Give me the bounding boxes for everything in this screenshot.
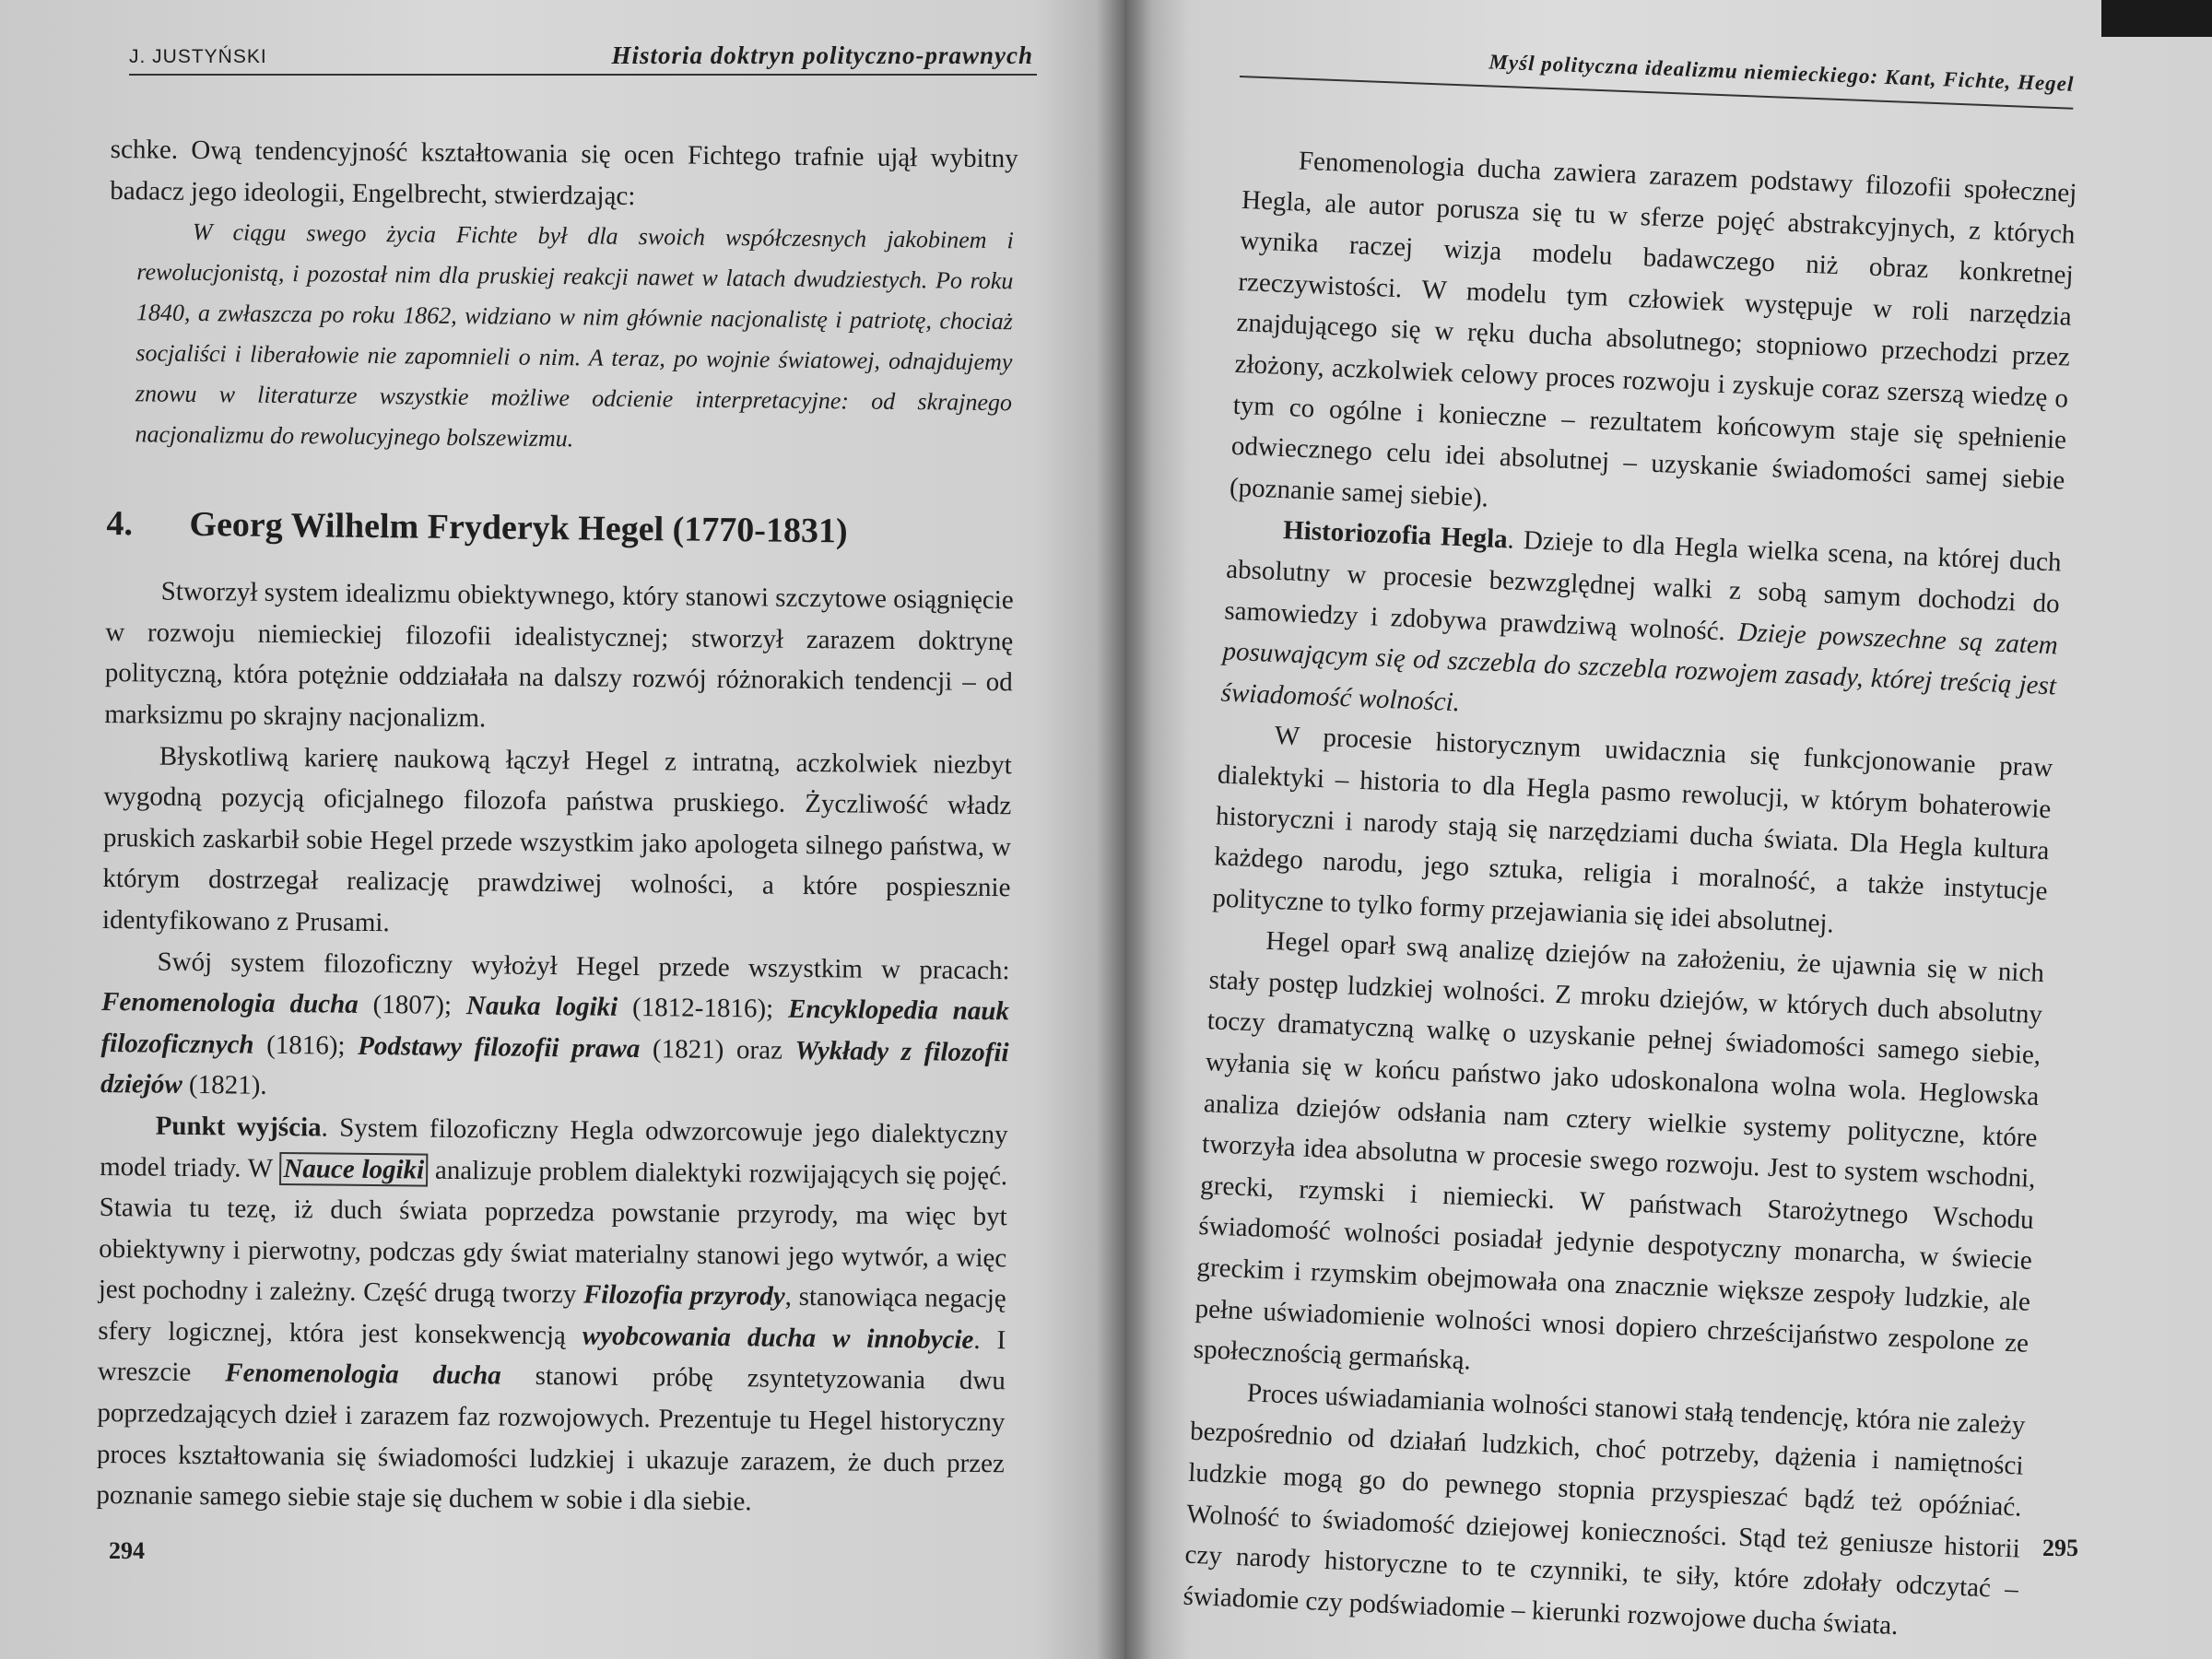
body-paragraph — [100, 940, 1010, 1114]
text-run: (1821). — [182, 1070, 267, 1101]
header-title-right: Myśl polityczna idealizmu niemieckiego: Kant, Fichte, Hegel — [1488, 50, 2075, 96]
section-number: 4. — [106, 504, 134, 544]
section-heading — [106, 500, 1014, 556]
left-page-body — [96, 129, 1018, 1525]
section-title: Georg Wilhelm Fryderyk Hegel (1770-1831) — [189, 505, 848, 551]
book-title: wyobcowania ducha w innobycie — [582, 1321, 974, 1355]
bold-text: Historiozofia Hegla — [1282, 515, 1509, 555]
text-run: W ciągu swego życia Fichte był dla swoich współczesnych jakobinem i rewolucjonistą, i pozostał nim dla pruskiej reakcji nawet w latach dwudziestych. Po roku 1840, a zwłaszcza po roku 1862, widziano w nim głównie nacjonalistę i patriotę, chociaż socjaliści i liberałowie nie zapomnieli o nim. A teraz, po wojnie światowej, odnajdujemy znowu w literaturze wszystkie możliwe odcienie interpretacyjne: od skrajnego nacjonalizmu do rewolucyjnego bolszewizmu. — [135, 218, 1014, 453]
body-paragraph — [1212, 713, 2054, 954]
right-page-body — [1182, 138, 2077, 1652]
text-run: . Dzieje to dla Hegla wielka scena, na której duch absolutny w procesie bezwzględnej walki z sobą samym dochodzi do samowiedzy i zdobywa prawdziwą wolność. — [1223, 524, 2063, 647]
block-quote — [107, 211, 1018, 464]
text-run: (1816); — [253, 1030, 359, 1061]
text-run: Fenomenologia ducha zawiera zarazem podstawy filozofii społecznej Hegla, ale autor porusza się tu w sferze pojęć abstrakcyjnych, z których wynika raczej wizja modelu badawczego niż obraz konkretnej rzeczywistości. W modelu tym człowiek występuje w roli narzędzia znajdującego się w ręku ducha absolutnego; stopniowo przechodzi przez złożony, aczkolwiek celowy proces rozwoju i zyskuje coraz szerszą wiedzę o tym co ogólne i konieczne – rezultatem końcowym staje się spełnienie odwiecznego celu idei absolutnej – uzyskanie świadomości samej siebie (poznanie samej siebie). — [1229, 146, 2077, 513]
page-number-right: 295 — [2042, 1535, 2078, 1561]
text-run: Swój system filozoficzny wyłożył Hegel przede wszystkim w pracach: — [157, 947, 1010, 985]
body-paragraph — [1220, 508, 2063, 748]
text-run: W procesie historycznym uwidacznia się funkcjonowanie praw dialektyki – historia to dla Hegla pasmo rewolucji, w którym bohaterowie historyczni i narody stają się narzędziami ducha świata. Dla Hegla kultura każdego narodu, jego sztuka, religia i moralność, a także instytucje polityczne to tylko formy przejawiania się idei absolutnej. — [1211, 721, 2053, 939]
text-run: Błyskotliwą karierę naukową łączył Hegel z intratną, aczkolwiek niezbyt wygodną pozycją oficjalnego filozofa państwa pruskiego. Życzliwość władz pruskich zaskarbił sobie Hegel przede wszystkim jako apologeta silnego państwa, w którym dostrzegał realizację prawdziwej wolności, a które pospiesznie identyfikowano z Prusami. — [101, 741, 1012, 938]
text-run: Proces uświadamiania wolności stanowi stałą tendencję, która nie zależy bezpośrednio od działań ludzkich, choć potrzeby, dążenia i namiętności ludzkie mogą go do pewnego stopnia przyspieszać bądź też opóźniać. Wolność to świadomość dziejowej konieczności. Stąd też geniusze historii czy narody historyczne to te czynniki, te siły, które zdołały odczytać – świadomie czy podświadomie – kierunki rozwojowe ducha świata. — [1182, 1378, 2026, 1641]
body-paragraph — [1229, 138, 2077, 543]
body-paragraph — [96, 1105, 1008, 1525]
text-run: (1821) oraz — [640, 1033, 795, 1065]
text-run: stanowi próbę zsyntetyzowania dwu poprzedzających dzieł i zarazem faz rozwojowych. Prezentuje tu Hegel historyczny proces kształtowania się świadomości ludzkiej i ukazuje zarazem, że duch przez poznanie samego siebie staje się duchem w sobie i dla siebie. — [96, 1360, 1006, 1517]
book-title: Encyklopedia nauk filozoficznych — [100, 994, 1010, 1060]
text-run: . System filozoficzny Hegla odwzorcowuje jego dialektyczny model triady. W — [100, 1112, 1008, 1183]
book-gutter — [1097, 0, 1152, 1659]
book-title: Wykłady z filozofii dziejów — [100, 1035, 1009, 1100]
header-title-left: Historia doktryn polityczno-prawnych — [611, 41, 1033, 69]
body-paragraph — [1182, 1371, 2026, 1652]
text-run: analizuje problem dialektyki rozwijających się pojęć. Stawia tu tezę, iż duch świata poprzedza powstanie przyrody, ma więc byt obiektywny i pierwotny, podczas gdy świat materialny stanowi jego wytwór, a więc jest pochodny i zależny. Część drugą tworzy — [98, 1155, 1008, 1310]
book-title: Filozofia przyrody — [582, 1279, 785, 1312]
text-run: schke. Ową tendencyjność kształtowania się ocen Fichtego trafnie ujął wybitny badacz jego ideologii, Engelbrecht, stwierdzając: — [110, 134, 1018, 211]
text-run: Hegel oparł swą analizę dziejów na założeniu, że ujawnia się w nich stały postęp ludzkiej wolności. Z mroku dziejów, w których duch absolutny toczy dramatyczną walkę o uzyskanie pełnej świadomości samego siebie, wyłania się w końcu państwo jako udoskonalona wolna wola. Heglowska analiza dziejów odsłania nam cztery wielkie systemy polityczne, które tworzyła idea absolutna w procesie swego rozwoju. Jest to system wschodni, grecki, rzymski i niemiecki. W państwach Starożytnego Wschodu świadomość wolności posiadał jedynie despotyczny monarcha, w świecie greckim i rzymskim obejmowała ona znacznie większe zespoły ludzkie, ale pełne uświadomienie wolności wnosi dopiero chrześcijaństwo zespolone ze społecznością germańską. — [1193, 926, 2045, 1376]
book-title: Fenomenologia ducha — [225, 1358, 501, 1391]
text-run: (1812-1816); — [617, 992, 789, 1024]
text-run: , stanowiąca negację sfery logicznej, która jest konsekwencją — [98, 1282, 1006, 1351]
bold-text: Punkt wyjścia — [155, 1111, 322, 1143]
body-paragraph — [1193, 919, 2045, 1406]
page-number-left: 294 — [109, 1537, 145, 1564]
background-corner — [2101, 0, 2212, 37]
book-title: Nauka logiki — [465, 991, 618, 1022]
body-paragraph — [104, 571, 1014, 745]
text-run: (1807); — [358, 989, 467, 1021]
book-title: Podstawy filozofii prawa — [358, 1030, 641, 1064]
text-run: . I wreszcie — [97, 1324, 1006, 1388]
boxed-book-title: Nauce logiki — [279, 1151, 428, 1186]
italic-text: Dzieje powszechne są zatem posuwającym się od szczebla do szczebla rozwojem zasady, której treścią jest świadomość wolności. — [1220, 617, 2059, 718]
body-paragraph — [102, 735, 1012, 950]
body-paragraph — [110, 129, 1018, 220]
text-run: Stworzył system idealizmu obiektywnego, który stanowi szczytowe osiągnięcie w rozwoju niemieckiej filozofii idealistycznej; stworzył zarazem doktrynę polityczną, która potężnie oddziałała na dalszy rozwój różnorakich tendencji – od marksizmu po skrajny nacjonalizm. — [104, 576, 1014, 734]
left-running-header — [129, 37, 1037, 76]
book-title: Fenomenologia ducha — [100, 987, 359, 1019]
header-author: J. JUSTYŃSKI — [129, 46, 267, 67]
